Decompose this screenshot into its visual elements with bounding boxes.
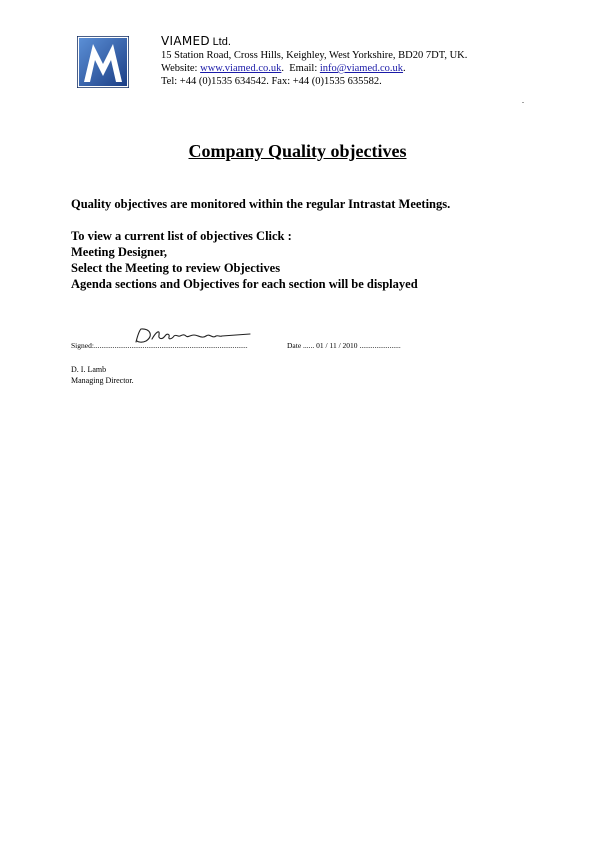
phone-fax: Tel: +44 (0)1535 634542. Fax: +44 (0)1535 635582. [161, 76, 382, 87]
signer-name: D. I. Lamb [71, 365, 107, 374]
instructions-block [71, 228, 418, 292]
handwritten-signature [132, 326, 252, 346]
signed-dots: .................................................................................. [93, 341, 248, 350]
viamed-logo [77, 36, 129, 88]
header-dot: . [522, 96, 524, 105]
signer-block [71, 364, 134, 386]
instruction-line: Select the Meeting to review Objectives [71, 261, 281, 275]
signer-role: Managing Director. [71, 376, 134, 385]
company-name [161, 35, 541, 49]
letterhead [161, 35, 541, 88]
page-title: Company Quality objectives [188, 141, 407, 161]
website-link[interactable]: www.viamed.co.uk [200, 63, 282, 74]
date-value: 01 / 11 / 2010 [316, 341, 358, 350]
website-label: Website: [161, 63, 198, 74]
date-label: Date ...... [287, 341, 315, 350]
date-line [287, 341, 401, 350]
contact-web-email: Website: www.viamed.co.uk. Email: info@viamed.co.uk. [161, 63, 406, 74]
signed-label: Signed: [71, 341, 94, 350]
instruction-line: Agenda sections and Objectives for each section will be displayed [71, 277, 418, 291]
email-link[interactable]: info@viamed.co.uk [319, 63, 404, 74]
instruction-line: To view a current list of objectives Click : [71, 229, 292, 243]
monitoring-paragraph: Quality objectives are monitored within the regular Intrastat Meetings. [71, 197, 451, 211]
instruction-line: Meeting Designer, [71, 245, 168, 259]
date-dots: ...................... [359, 341, 401, 350]
email-label: Email: [289, 63, 318, 74]
brand-name: VIAMED [161, 34, 210, 48]
address: 15 Station Road, Cross Hills, Keighley, West Yorkshire, BD20 7DT, UK. [161, 50, 468, 61]
brand-suffix: Ltd. [212, 36, 231, 48]
